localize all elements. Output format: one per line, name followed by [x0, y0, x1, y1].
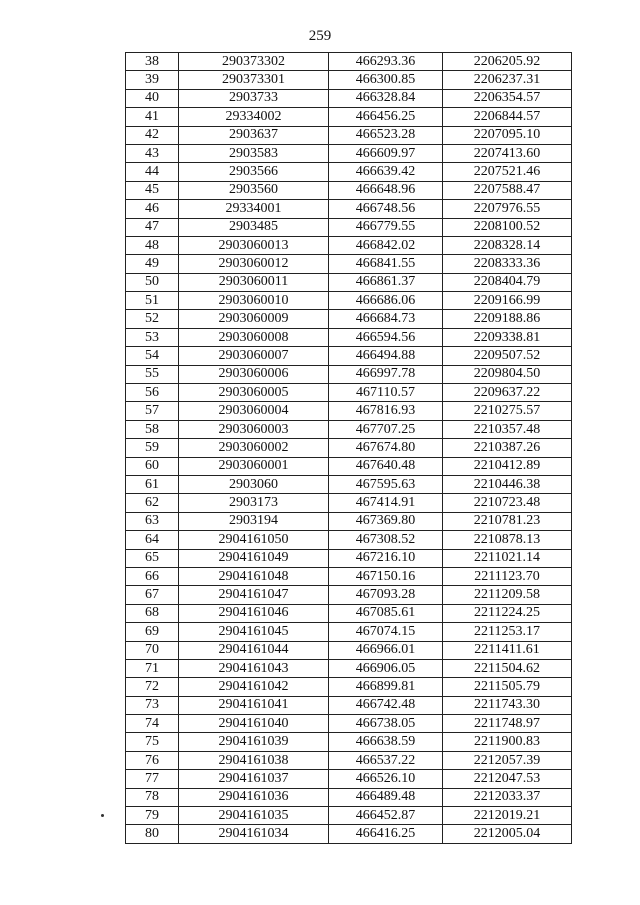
cell-point-id: 2904161040 [179, 715, 329, 733]
cell-point-id: 2903060013 [179, 236, 329, 254]
cell-x-coordinate: 466639.42 [329, 163, 443, 181]
cell-row-number: 67 [126, 586, 179, 604]
cell-row-number: 56 [126, 384, 179, 402]
cell-point-id: 2903060002 [179, 439, 329, 457]
cell-point-id: 2903060011 [179, 273, 329, 291]
cell-point-id: 2904161034 [179, 825, 329, 843]
cell-x-coordinate: 466523.28 [329, 126, 443, 144]
cell-y-coordinate: 2206354.57 [443, 89, 572, 107]
cell-x-coordinate: 466328.84 [329, 89, 443, 107]
stray-dot-mark [101, 814, 104, 817]
cell-x-coordinate: 466594.56 [329, 328, 443, 346]
cell-point-id: 2903560 [179, 181, 329, 199]
table-row [126, 457, 572, 475]
cell-point-id: 2903060 [179, 475, 329, 493]
table-row [126, 604, 572, 622]
cell-row-number: 76 [126, 751, 179, 769]
table-row [126, 788, 572, 806]
cell-row-number: 71 [126, 659, 179, 677]
cell-y-coordinate: 2210878.13 [443, 531, 572, 549]
cell-point-id: 2903060003 [179, 420, 329, 438]
cell-y-coordinate: 2210357.48 [443, 420, 572, 438]
table-row [126, 770, 572, 788]
cell-point-id: 2903060010 [179, 292, 329, 310]
cell-y-coordinate: 2210723.48 [443, 494, 572, 512]
cell-row-number: 52 [126, 310, 179, 328]
table-row [126, 328, 572, 346]
cell-x-coordinate: 466452.87 [329, 807, 443, 825]
cell-row-number: 39 [126, 71, 179, 89]
cell-y-coordinate: 2210275.57 [443, 402, 572, 420]
table-row [126, 218, 572, 236]
cell-x-coordinate: 466966.01 [329, 641, 443, 659]
cell-y-coordinate: 2207413.60 [443, 144, 572, 162]
cell-point-id: 2904161048 [179, 567, 329, 585]
cell-x-coordinate: 467085.61 [329, 604, 443, 622]
cell-point-id: 2904161035 [179, 807, 329, 825]
cell-point-id: 2904161047 [179, 586, 329, 604]
cell-x-coordinate: 467414.91 [329, 494, 443, 512]
table-row [126, 733, 572, 751]
table-row [126, 365, 572, 383]
cell-row-number: 75 [126, 733, 179, 751]
cell-y-coordinate: 2208333.36 [443, 255, 572, 273]
cell-row-number: 48 [126, 236, 179, 254]
cell-y-coordinate: 2212005.04 [443, 825, 572, 843]
cell-row-number: 42 [126, 126, 179, 144]
cell-x-coordinate: 466686.06 [329, 292, 443, 310]
cell-x-coordinate: 466526.10 [329, 770, 443, 788]
cell-point-id: 2904161041 [179, 696, 329, 714]
cell-row-number: 45 [126, 181, 179, 199]
table-row [126, 678, 572, 696]
cell-x-coordinate: 466456.25 [329, 108, 443, 126]
cell-x-coordinate: 467816.93 [329, 402, 443, 420]
table-row [126, 751, 572, 769]
cell-row-number: 49 [126, 255, 179, 273]
cell-row-number: 68 [126, 604, 179, 622]
cell-row-number: 54 [126, 347, 179, 365]
cell-row-number: 69 [126, 623, 179, 641]
cell-y-coordinate: 2211209.58 [443, 586, 572, 604]
cell-row-number: 77 [126, 770, 179, 788]
cell-y-coordinate: 2209338.81 [443, 328, 572, 346]
cell-row-number: 79 [126, 807, 179, 825]
cell-y-coordinate: 2209507.52 [443, 347, 572, 365]
cell-point-id: 2903733 [179, 89, 329, 107]
cell-x-coordinate: 467640.48 [329, 457, 443, 475]
cell-point-id: 2904161039 [179, 733, 329, 751]
cell-y-coordinate: 2211505.79 [443, 678, 572, 696]
cell-row-number: 58 [126, 420, 179, 438]
cell-x-coordinate: 466742.48 [329, 696, 443, 714]
cell-row-number: 74 [126, 715, 179, 733]
table-row [126, 126, 572, 144]
cell-point-id: 2903485 [179, 218, 329, 236]
cell-x-coordinate: 466638.59 [329, 733, 443, 751]
table-row [126, 163, 572, 181]
cell-x-coordinate: 466779.55 [329, 218, 443, 236]
table-row [126, 310, 572, 328]
cell-point-id: 2903060009 [179, 310, 329, 328]
cell-point-id: 2904161049 [179, 549, 329, 567]
cell-x-coordinate: 466997.78 [329, 365, 443, 383]
cell-y-coordinate: 2211748.97 [443, 715, 572, 733]
cell-row-number: 60 [126, 457, 179, 475]
table-row [126, 807, 572, 825]
cell-y-coordinate: 2209804.50 [443, 365, 572, 383]
table-row [126, 181, 572, 199]
table-row [126, 347, 572, 365]
cell-x-coordinate: 466861.37 [329, 273, 443, 291]
cell-point-id: 2903060001 [179, 457, 329, 475]
cell-x-coordinate: 467093.28 [329, 586, 443, 604]
cell-row-number: 64 [126, 531, 179, 549]
cell-point-id: 2904161042 [179, 678, 329, 696]
cell-row-number: 43 [126, 144, 179, 162]
table-row [126, 641, 572, 659]
table-row [126, 623, 572, 641]
table-row [126, 200, 572, 218]
cell-y-coordinate: 2209188.86 [443, 310, 572, 328]
table-row [126, 439, 572, 457]
cell-y-coordinate: 2212019.21 [443, 807, 572, 825]
cell-x-coordinate: 467707.25 [329, 420, 443, 438]
table-row [126, 53, 572, 71]
cell-x-coordinate: 467308.52 [329, 531, 443, 549]
cell-row-number: 41 [126, 108, 179, 126]
table-row [126, 531, 572, 549]
cell-x-coordinate: 466841.55 [329, 255, 443, 273]
cell-y-coordinate: 2207521.46 [443, 163, 572, 181]
cell-x-coordinate: 467595.63 [329, 475, 443, 493]
cell-x-coordinate: 467074.15 [329, 623, 443, 641]
cell-row-number: 80 [126, 825, 179, 843]
table-row [126, 586, 572, 604]
cell-row-number: 70 [126, 641, 179, 659]
cell-row-number: 73 [126, 696, 179, 714]
cell-point-id: 2903060004 [179, 402, 329, 420]
cell-y-coordinate: 2212033.37 [443, 788, 572, 806]
cell-point-id: 29334001 [179, 200, 329, 218]
cell-row-number: 55 [126, 365, 179, 383]
cell-point-id: 2903060006 [179, 365, 329, 383]
cell-y-coordinate: 2208100.52 [443, 218, 572, 236]
cell-y-coordinate: 2211021.14 [443, 549, 572, 567]
table-row [126, 71, 572, 89]
cell-row-number: 46 [126, 200, 179, 218]
cell-row-number: 47 [126, 218, 179, 236]
cell-point-id: 2903060005 [179, 384, 329, 402]
cell-point-id: 2904161046 [179, 604, 329, 622]
cell-x-coordinate: 467216.10 [329, 549, 443, 567]
cell-point-id: 2904161037 [179, 770, 329, 788]
cell-row-number: 53 [126, 328, 179, 346]
cell-x-coordinate: 467110.57 [329, 384, 443, 402]
cell-y-coordinate: 2211224.25 [443, 604, 572, 622]
cell-y-coordinate: 2211504.62 [443, 659, 572, 677]
table-row [126, 494, 572, 512]
cell-y-coordinate: 2212047.53 [443, 770, 572, 788]
cell-y-coordinate: 2208328.14 [443, 236, 572, 254]
page-number: 259 [308, 28, 332, 44]
cell-point-id: 2903637 [179, 126, 329, 144]
cell-y-coordinate: 2211743.30 [443, 696, 572, 714]
table-row [126, 144, 572, 162]
cell-row-number: 66 [126, 567, 179, 585]
table-row [126, 108, 572, 126]
cell-y-coordinate: 2211123.70 [443, 567, 572, 585]
cell-row-number: 63 [126, 512, 179, 530]
cell-row-number: 51 [126, 292, 179, 310]
cell-x-coordinate: 466537.22 [329, 751, 443, 769]
cell-point-id: 290373301 [179, 71, 329, 89]
cell-y-coordinate: 2208404.79 [443, 273, 572, 291]
cell-y-coordinate: 2212057.39 [443, 751, 572, 769]
cell-row-number: 61 [126, 475, 179, 493]
cell-row-number: 38 [126, 53, 179, 71]
table-row [126, 420, 572, 438]
table-row [126, 384, 572, 402]
table-row [126, 475, 572, 493]
cell-row-number: 50 [126, 273, 179, 291]
cell-x-coordinate: 467674.80 [329, 439, 443, 457]
table-row [126, 89, 572, 107]
cell-point-id: 2903566 [179, 163, 329, 181]
table-row [126, 825, 572, 843]
table-row [126, 236, 572, 254]
cell-y-coordinate: 2211411.61 [443, 641, 572, 659]
cell-y-coordinate: 2206237.31 [443, 71, 572, 89]
cell-y-coordinate: 2209166.99 [443, 292, 572, 310]
cell-x-coordinate: 466899.81 [329, 678, 443, 696]
cell-y-coordinate: 2211900.83 [443, 733, 572, 751]
cell-y-coordinate: 2206844.57 [443, 108, 572, 126]
cell-row-number: 78 [126, 788, 179, 806]
cell-point-id: 2903583 [179, 144, 329, 162]
cell-point-id: 2903060012 [179, 255, 329, 273]
cell-point-id: 2904161036 [179, 788, 329, 806]
cell-x-coordinate: 466293.36 [329, 53, 443, 71]
table-row [126, 255, 572, 273]
cell-x-coordinate: 466300.85 [329, 71, 443, 89]
cell-point-id: 29334002 [179, 108, 329, 126]
table-row [126, 512, 572, 530]
cell-point-id: 2904161045 [179, 623, 329, 641]
cell-point-id: 2903060007 [179, 347, 329, 365]
table-row [126, 715, 572, 733]
cell-point-id: 2904161044 [179, 641, 329, 659]
cell-row-number: 40 [126, 89, 179, 107]
cell-y-coordinate: 2207588.47 [443, 181, 572, 199]
cell-point-id: 2903060008 [179, 328, 329, 346]
cell-x-coordinate: 466748.56 [329, 200, 443, 218]
cell-x-coordinate: 467369.80 [329, 512, 443, 530]
cell-row-number: 57 [126, 402, 179, 420]
table-body [126, 53, 572, 844]
cell-y-coordinate: 2210412.89 [443, 457, 572, 475]
table-row [126, 567, 572, 585]
cell-row-number: 72 [126, 678, 179, 696]
table-row [126, 292, 572, 310]
cell-point-id: 2904161038 [179, 751, 329, 769]
cell-y-coordinate: 2210446.38 [443, 475, 572, 493]
cell-row-number: 59 [126, 439, 179, 457]
cell-row-number: 44 [126, 163, 179, 181]
cell-x-coordinate: 467150.16 [329, 567, 443, 585]
cell-x-coordinate: 466609.97 [329, 144, 443, 162]
table-row [126, 659, 572, 677]
cell-point-id: 2903194 [179, 512, 329, 530]
cell-point-id: 2904161043 [179, 659, 329, 677]
cell-x-coordinate: 466648.96 [329, 181, 443, 199]
cell-y-coordinate: 2211253.17 [443, 623, 572, 641]
table-row [126, 273, 572, 291]
cell-point-id: 2903173 [179, 494, 329, 512]
cell-y-coordinate: 2210781.23 [443, 512, 572, 530]
cell-y-coordinate: 2206205.92 [443, 53, 572, 71]
cell-y-coordinate: 2207095.10 [443, 126, 572, 144]
table-row [126, 696, 572, 714]
table-row [126, 549, 572, 567]
table-row [126, 402, 572, 420]
cell-row-number: 62 [126, 494, 179, 512]
cell-x-coordinate: 466489.48 [329, 788, 443, 806]
cell-x-coordinate: 466842.02 [329, 236, 443, 254]
cell-x-coordinate: 466494.88 [329, 347, 443, 365]
cell-y-coordinate: 2207976.55 [443, 200, 572, 218]
cell-x-coordinate: 466738.05 [329, 715, 443, 733]
cell-row-number: 65 [126, 549, 179, 567]
cell-x-coordinate: 466906.05 [329, 659, 443, 677]
cell-y-coordinate: 2209637.22 [443, 384, 572, 402]
cell-point-id: 290373302 [179, 53, 329, 71]
coordinate-table [125, 52, 572, 844]
cell-x-coordinate: 466416.25 [329, 825, 443, 843]
cell-point-id: 2904161050 [179, 531, 329, 549]
cell-x-coordinate: 466684.73 [329, 310, 443, 328]
cell-y-coordinate: 2210387.26 [443, 439, 572, 457]
